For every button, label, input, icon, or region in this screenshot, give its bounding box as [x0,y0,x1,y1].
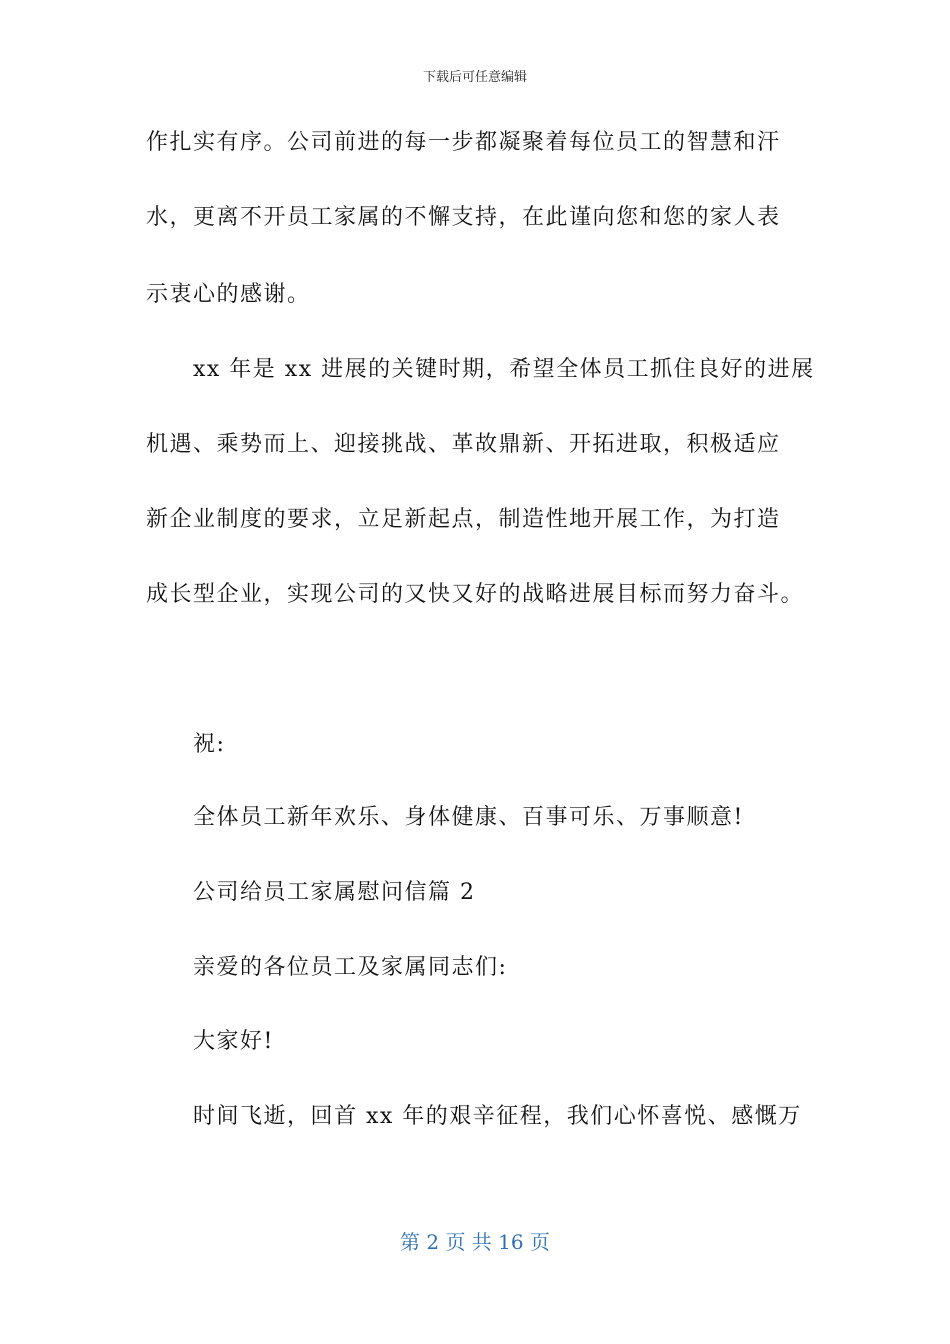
blessing-line: 祝: [193,732,226,757]
page-footer [0,1226,950,1255]
paragraph-line: 新企业制度的要求，立足新起点，制造性地开展工作，为打造 [146,507,781,532]
paragraph-line: xx 年是 xx 进展的关键时期，希望全体员工抓住良好的进展 [193,357,815,382]
paragraph-line: 示衷心的感谢。 [146,282,311,307]
paragraph-line: 水，更离不开员工家属的不懈支持，在此谨向您和您的家人表 [146,205,781,230]
wish-line: 全体员工新年欢乐、身体健康、百事可乐、万事顺意! [193,805,744,830]
greeting-line: 大家好! [193,1029,274,1054]
page-number-label: 第 2 页 共 16 页 [400,1230,550,1254]
section-title: 公司给员工家属慰问信篇 2 [193,880,476,905]
paragraph-line: 机遇、乘势而上、迎接挑战、革故鼎新、开拓进取，积极适应 [146,432,781,457]
salutation-line: 亲爱的各位员工及家属同志们: [193,955,508,980]
header-note: 下载后可任意编辑 [422,70,527,85]
paragraph-line: 作扎实有序。公司前进的每一步都凝聚着每位员工的智慧和汗 [146,130,781,155]
paragraph-line: 时间飞逝，回首 xx 年的艰辛征程，我们心怀喜悦、感慨万 [193,1104,802,1129]
paragraph-line: 成长型企业，实现公司的又快又好的战略进展目标而努力奋斗。 [146,582,805,607]
